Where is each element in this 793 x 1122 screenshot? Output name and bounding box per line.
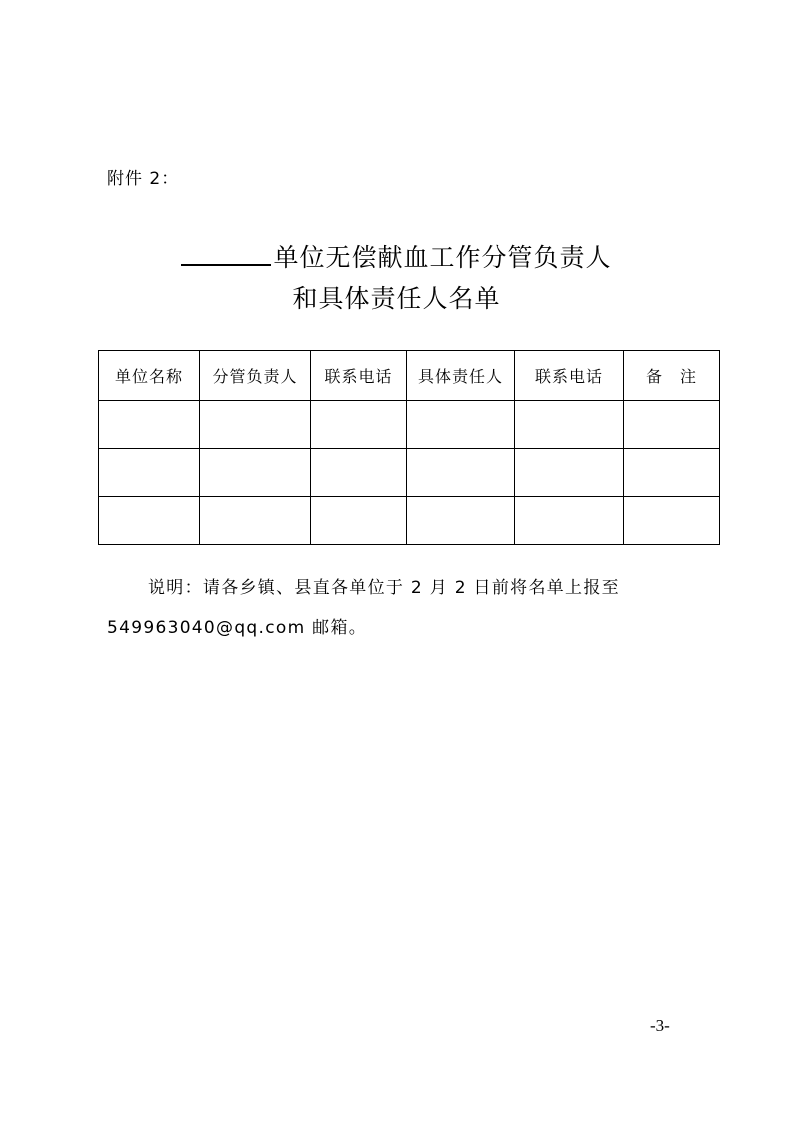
note-line-2: 549963040@qq.com 邮箱。 <box>107 618 368 638</box>
table-row <box>99 497 720 545</box>
table-cell <box>624 449 720 497</box>
table-cell <box>515 497 624 545</box>
table-cell <box>407 401 515 449</box>
header-contact-phone: 联系电话 <box>311 351 407 401</box>
attachment-label: 附件 2： <box>107 169 180 189</box>
table-cell <box>407 497 515 545</box>
title-line-1-text: 单位无偿献血工作分管负责人 <box>273 243 612 272</box>
header-responsible-person: 具体责任人 <box>407 351 515 401</box>
table-cell <box>624 497 720 545</box>
table-cell <box>407 449 515 497</box>
note-line-1: 说明：请各乡镇、县直各单位于 2 月 2 日前将名单上报至 <box>148 578 620 598</box>
table-header-row <box>99 351 720 401</box>
table-cell <box>624 401 720 449</box>
header-contact-phone-2: 联系电话 <box>515 351 624 401</box>
table-cell <box>311 449 407 497</box>
document-title-line-1 <box>0 238 793 274</box>
contact-table <box>98 350 720 545</box>
table-cell <box>200 449 311 497</box>
table-cell <box>200 401 311 449</box>
table-row <box>99 401 720 449</box>
page-number: -3- <box>650 1016 670 1035</box>
header-unit-name: 单位名称 <box>99 351 200 401</box>
table-cell <box>99 497 200 545</box>
document-title-line-2: 和具体责任人名单 <box>292 284 501 313</box>
table-cell <box>311 497 407 545</box>
table-row <box>99 449 720 497</box>
table-cell <box>515 401 624 449</box>
header-remarks: 备 注 <box>624 351 720 401</box>
table-cell <box>311 401 407 449</box>
table-cell <box>99 449 200 497</box>
unit-name-blank <box>181 242 271 266</box>
table-cell <box>200 497 311 545</box>
header-leader-in-charge: 分管负责人 <box>200 351 311 401</box>
table-cell <box>515 449 624 497</box>
table-cell <box>99 401 200 449</box>
